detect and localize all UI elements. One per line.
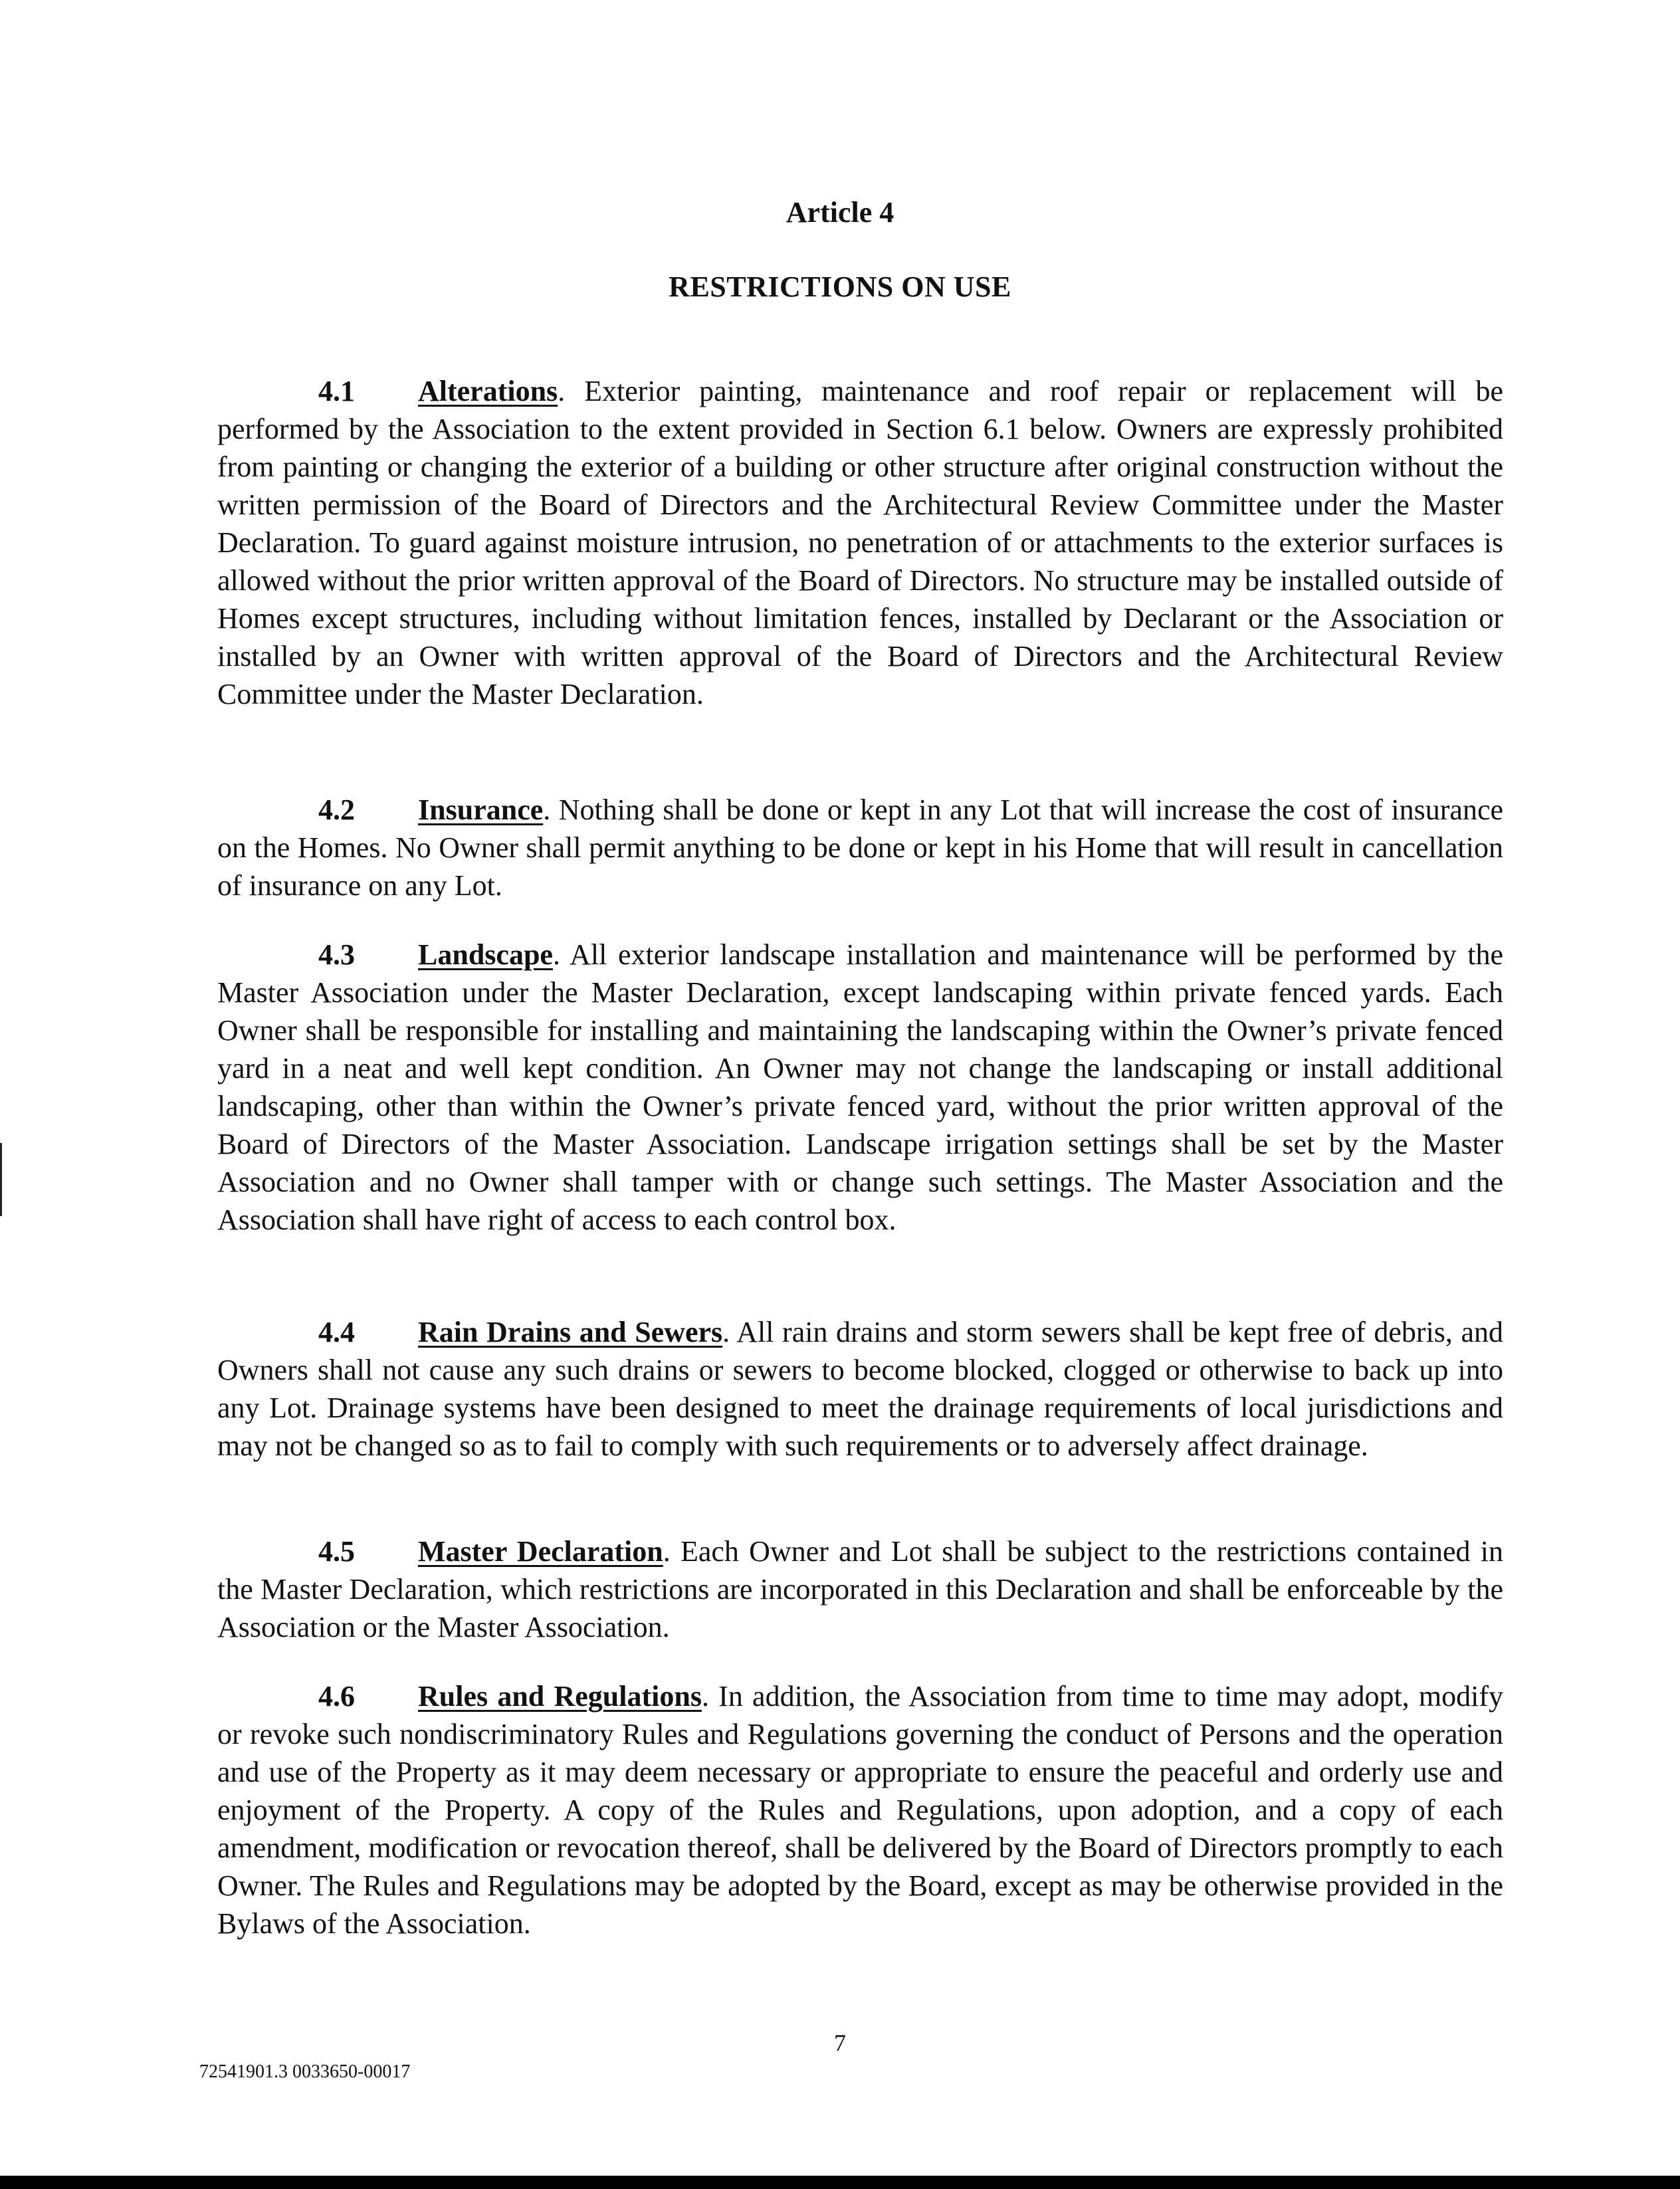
article-title: Article 4 (786, 196, 894, 229)
scan-edge-mark (0, 1143, 2, 1216)
section-text: . Each Owner and Lot shall be subject to the restrictions contained in the Master Declaration, which restrictions are incorporated in this Declaration and shall be enforceable by the Association or the Master Association. (217, 1535, 1503, 1643)
section-4-4 (217, 1313, 1503, 1465)
section-number: 4.2 (318, 793, 355, 826)
article-heading: RESTRICTIONS ON USE (669, 270, 1011, 303)
scan-bottom-border (0, 2176, 1680, 2189)
section-title: Insurance (418, 793, 544, 826)
section-title: Master Declaration (418, 1535, 663, 1568)
section-4-6 (217, 1677, 1503, 1942)
section-number: 4.6 (318, 1680, 355, 1713)
section-4-1 (217, 372, 1503, 713)
section-text: . Exterior painting, maintenance and roof repair or replacement will be performed by the Association to the extent provided in Section 6.1 below. Owners are expressly prohibited from painting or changing the exterior of a building or other structure after original construction without the written permission of the Board of Directors and the Architectural Review Committee under the Master Declaration. To guard against moisture intrusion, no penetration of or attachments to the exterior surfaces is allowed without the prior written approval of the Board of Directors. No structure may be installed outside of Homes except structures, including without limitation fences, installed by Declarant or the Association or installed by an Owner with written approval of the Board of Directors and the Architectural Review Committee under the Master Declaration. (217, 375, 1503, 710)
section-text: . Nothing shall be done or kept in any Lot that will increase the cost of insurance on the Homes. No Owner shall permit anything to be done or kept in his Home that will result in cancellation of insurance on any Lot. (217, 793, 1503, 902)
section-number: 4.5 (318, 1535, 355, 1568)
section-text: . All exterior landscape installation and maintenance will be performed by the Master Association under the Master Declaration, except landscaping within private fenced yards. Each Owner shall be responsible for installing and maintaining the landscaping within the Owner’s private fenced yard in a neat and well kept condition. An Owner may not change the landscaping or install additional landscaping, other than within the Owner’s private fenced yard, without the prior written approval of the Board of Directors of the Master Association. Landscape irrigation settings shall be set by the Master Association and no Owner shall tamper with or change such settings. The Master Association and the Association shall have right of access to each control box. (217, 938, 1503, 1236)
section-number: 4.3 (318, 938, 355, 971)
section-4-3 (217, 936, 1503, 1239)
document-id: 72541901.3 0033650-00017 (199, 2061, 411, 2082)
section-text: . In addition, the Association from time to time may adopt, modify or revoke such nondiscriminatory Rules and Regulations governing the conduct of Persons and the operation and use of the Property as it may deem necessary or appropriate to ensure the peaceful and orderly use and enjoyment of the Property. A copy of the Rules and Regulations, upon adoption, and a copy of each amendment, modification or revocation thereof, shall be delivered by the Board of Directors promptly to each Owner. The Rules and Regulations may be adopted by the Board, except as may be otherwise provided in the Bylaws of the Association. (217, 1680, 1503, 1940)
section-title: Rules and Regulations (418, 1680, 702, 1713)
section-title: Alterations (418, 375, 558, 407)
section-4-2 (217, 791, 1503, 904)
section-4-5 (217, 1532, 1503, 1646)
section-title: Rain Drains and Sewers (418, 1316, 723, 1348)
section-text: . All rain drains and storm sewers shall be kept free of debris, and Owners shall not cause any such drains or sewers to become blocked, clogged or otherwise to back up into any Lot. Drainage systems have been designed to meet the drainage requirements of local jurisdictions and may not be changed so as to fail to comply with such requirements or to adversely affect drainage. (217, 1316, 1503, 1462)
page-number: 7 (834, 2030, 846, 2056)
section-number: 4.1 (318, 375, 355, 407)
section-number: 4.4 (318, 1316, 355, 1348)
section-title: Landscape (418, 938, 553, 971)
